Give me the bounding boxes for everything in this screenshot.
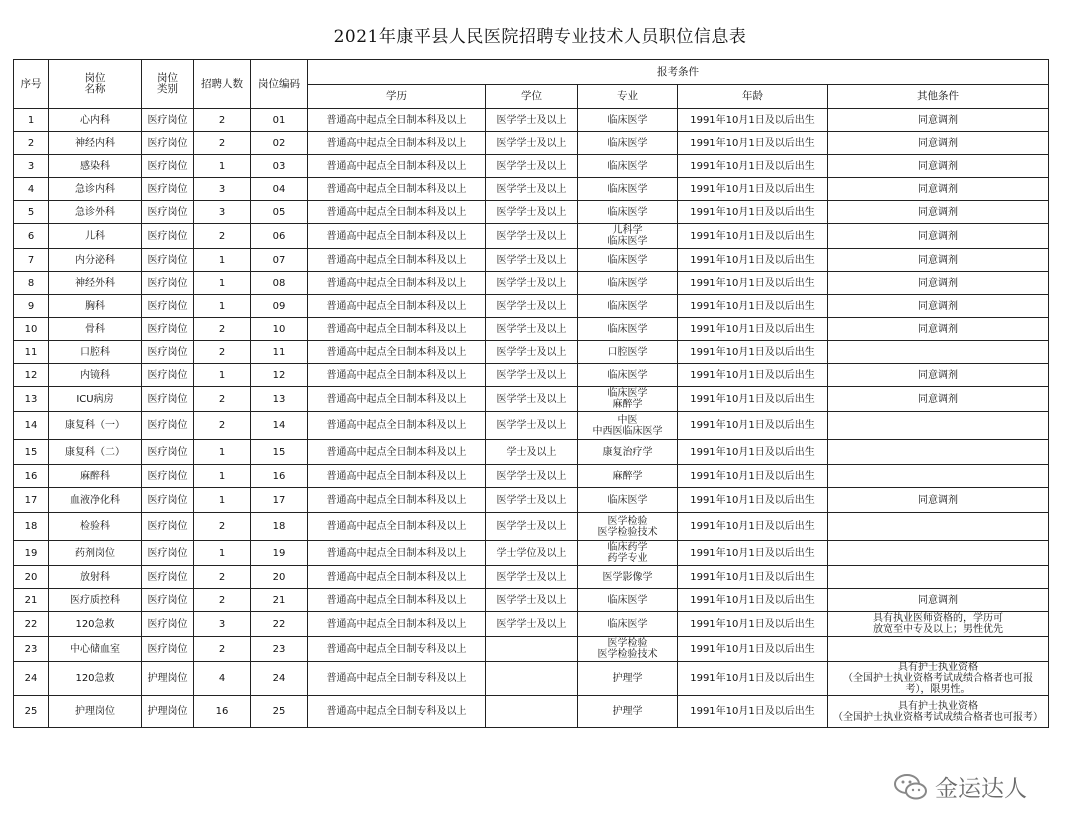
cell-major: 护理学 <box>578 696 678 728</box>
table-row <box>14 513 1049 541</box>
cell-post-type: 医疗岗位 <box>142 465 194 488</box>
cell-post-name: 康复科（二） <box>49 440 142 465</box>
cell-major: 临床医学 <box>578 201 678 224</box>
cell-other <box>828 513 1049 541</box>
cell-age: 1991年10月1日及以后出生 <box>678 155 828 178</box>
cell-post-type: 医疗岗位 <box>142 224 194 249</box>
cell-count: 4 <box>194 662 251 696</box>
cell-code: 14 <box>251 412 308 440</box>
cell-major: 临床医学 麻醉学 <box>578 387 678 412</box>
cell-major: 医学影像学 <box>578 566 678 589</box>
cell-major: 临床医学 <box>578 155 678 178</box>
cell-degree: 医学学士及以上 <box>486 612 578 637</box>
cell-post-type: 医疗岗位 <box>142 318 194 341</box>
header-conditions: 报考条件 <box>308 60 1049 85</box>
table-row <box>14 364 1049 387</box>
cell-post-type: 医疗岗位 <box>142 132 194 155</box>
cell-age: 1991年10月1日及以后出生 <box>678 387 828 412</box>
cell-count: 1 <box>194 465 251 488</box>
cell-degree: 医学学士及以上 <box>486 341 578 364</box>
cell-other <box>828 412 1049 440</box>
cell-post-type: 医疗岗位 <box>142 341 194 364</box>
cell-code: 13 <box>251 387 308 412</box>
cell-degree: 医学学士及以上 <box>486 224 578 249</box>
cell-code: 10 <box>251 318 308 341</box>
cell-education: 普通高中起点全日制本科及以上 <box>308 440 486 465</box>
cell-degree: 医学学士及以上 <box>486 412 578 440</box>
table-row <box>14 589 1049 612</box>
cell-post-name: 医疗质控科 <box>49 589 142 612</box>
cell-count: 3 <box>194 201 251 224</box>
cell-education: 普通高中起点全日制本科及以上 <box>308 589 486 612</box>
cell-post-name: 神经外科 <box>49 272 142 295</box>
cell-post-type: 医疗岗位 <box>142 612 194 637</box>
table-row <box>14 387 1049 412</box>
cell-education: 普通高中起点全日制本科及以上 <box>308 566 486 589</box>
cell-code: 23 <box>251 637 308 662</box>
cell-seq: 16 <box>14 465 49 488</box>
cell-post-name: 康复科（一） <box>49 412 142 440</box>
cell-degree: 医学学士及以上 <box>486 272 578 295</box>
cell-post-type: 护理岗位 <box>142 662 194 696</box>
cell-post-type: 医疗岗位 <box>142 249 194 272</box>
cell-degree: 医学学士及以上 <box>486 155 578 178</box>
cell-post-name: 血液净化科 <box>49 488 142 513</box>
cell-post-name: 内镜科 <box>49 364 142 387</box>
cell-other <box>828 637 1049 662</box>
cell-code: 19 <box>251 541 308 566</box>
cell-count: 2 <box>194 132 251 155</box>
cell-post-name: 药剂岗位 <box>49 541 142 566</box>
cell-other: 同意调剂 <box>828 295 1049 318</box>
cell-age: 1991年10月1日及以后出生 <box>678 589 828 612</box>
cell-post-type: 医疗岗位 <box>142 109 194 132</box>
cell-seq: 8 <box>14 272 49 295</box>
watermark <box>893 770 1027 803</box>
cell-count: 1 <box>194 541 251 566</box>
header-education: 学历 <box>308 85 486 109</box>
cell-age: 1991年10月1日及以后出生 <box>678 696 828 728</box>
cell-degree <box>486 696 578 728</box>
cell-count: 2 <box>194 387 251 412</box>
table-body <box>14 109 1049 728</box>
cell-age: 1991年10月1日及以后出生 <box>678 440 828 465</box>
header-post-type: 岗位 类别 <box>142 60 194 109</box>
cell-major: 临床医学 <box>578 488 678 513</box>
table-row <box>14 341 1049 364</box>
table-row <box>14 412 1049 440</box>
cell-other: 同意调剂 <box>828 364 1049 387</box>
cell-seq: 20 <box>14 566 49 589</box>
cell-degree: 医学学士及以上 <box>486 364 578 387</box>
cell-degree: 医学学士及以上 <box>486 513 578 541</box>
cell-education: 普通高中起点全日制专科及以上 <box>308 696 486 728</box>
cell-degree: 医学学士及以上 <box>486 318 578 341</box>
table-row <box>14 465 1049 488</box>
cell-post-name: 120急救 <box>49 662 142 696</box>
cell-other: 具有执业医师资格的，学历可 放宽至中专及以上；男性优先 <box>828 612 1049 637</box>
cell-major: 临床医学 <box>578 364 678 387</box>
cell-count: 1 <box>194 440 251 465</box>
cell-code: 02 <box>251 132 308 155</box>
cell-education: 普通高中起点全日制本科及以上 <box>308 178 486 201</box>
cell-seq: 14 <box>14 412 49 440</box>
cell-other: 同意调剂 <box>828 178 1049 201</box>
cell-count: 1 <box>194 249 251 272</box>
table-row <box>14 249 1049 272</box>
cell-age: 1991年10月1日及以后出生 <box>678 224 828 249</box>
cell-major: 临床医学 <box>578 318 678 341</box>
cell-count: 1 <box>194 364 251 387</box>
cell-post-type: 医疗岗位 <box>142 541 194 566</box>
cell-major: 临床医学 <box>578 249 678 272</box>
cell-seq: 19 <box>14 541 49 566</box>
cell-age: 1991年10月1日及以后出生 <box>678 541 828 566</box>
cell-seq: 3 <box>14 155 49 178</box>
cell-other: 同意调剂 <box>828 201 1049 224</box>
header-other: 其他条件 <box>828 85 1049 109</box>
cell-other: 同意调剂 <box>828 318 1049 341</box>
cell-major: 康复治疗学 <box>578 440 678 465</box>
cell-seq: 25 <box>14 696 49 728</box>
cell-code: 17 <box>251 488 308 513</box>
cell-count: 1 <box>194 155 251 178</box>
cell-post-type: 医疗岗位 <box>142 272 194 295</box>
cell-other <box>828 566 1049 589</box>
table-row <box>14 541 1049 566</box>
cell-code: 25 <box>251 696 308 728</box>
cell-seq: 1 <box>14 109 49 132</box>
cell-code: 09 <box>251 295 308 318</box>
cell-post-type: 医疗岗位 <box>142 440 194 465</box>
cell-count: 2 <box>194 109 251 132</box>
cell-age: 1991年10月1日及以后出生 <box>678 412 828 440</box>
cell-post-type: 医疗岗位 <box>142 412 194 440</box>
cell-education: 普通高中起点全日制本科及以上 <box>308 541 486 566</box>
cell-code: 16 <box>251 465 308 488</box>
cell-education: 普通高中起点全日制本科及以上 <box>308 465 486 488</box>
cell-seq: 24 <box>14 662 49 696</box>
cell-post-type: 护理岗位 <box>142 696 194 728</box>
wechat-bubble-icon <box>893 772 929 802</box>
header-major: 专业 <box>578 85 678 109</box>
cell-post-name: 麻醉科 <box>49 465 142 488</box>
cell-code: 21 <box>251 589 308 612</box>
table-row <box>14 637 1049 662</box>
cell-code: 11 <box>251 341 308 364</box>
table-row <box>14 318 1049 341</box>
cell-seq: 9 <box>14 295 49 318</box>
cell-age: 1991年10月1日及以后出生 <box>678 272 828 295</box>
cell-degree: 学士及以上 <box>486 440 578 465</box>
cell-major: 儿科学 临床医学 <box>578 224 678 249</box>
cell-degree <box>486 662 578 696</box>
cell-post-type: 医疗岗位 <box>142 637 194 662</box>
cell-major: 临床医学 <box>578 589 678 612</box>
cell-education: 普通高中起点全日制本科及以上 <box>308 224 486 249</box>
cell-code: 03 <box>251 155 308 178</box>
cell-age: 1991年10月1日及以后出生 <box>678 566 828 589</box>
table-row <box>14 696 1049 728</box>
cell-post-name: 胸科 <box>49 295 142 318</box>
cell-post-type: 医疗岗位 <box>142 488 194 513</box>
cell-post-name: ICU病房 <box>49 387 142 412</box>
cell-degree: 医学学士及以上 <box>486 589 578 612</box>
cell-education: 普通高中起点全日制本科及以上 <box>308 612 486 637</box>
cell-other: 同意调剂 <box>828 589 1049 612</box>
table-row <box>14 132 1049 155</box>
cell-code: 12 <box>251 364 308 387</box>
cell-count: 3 <box>194 178 251 201</box>
cell-seq: 18 <box>14 513 49 541</box>
cell-seq: 10 <box>14 318 49 341</box>
cell-count: 1 <box>194 295 251 318</box>
cell-education: 普通高中起点全日制本科及以上 <box>308 513 486 541</box>
cell-other <box>828 541 1049 566</box>
cell-major: 临床医学 <box>578 272 678 295</box>
cell-code: 08 <box>251 272 308 295</box>
cell-count: 2 <box>194 637 251 662</box>
header-count: 招聘人数 <box>194 60 251 109</box>
cell-age: 1991年10月1日及以后出生 <box>678 513 828 541</box>
table-row <box>14 272 1049 295</box>
cell-count: 2 <box>194 589 251 612</box>
cell-age: 1991年10月1日及以后出生 <box>678 637 828 662</box>
cell-education: 普通高中起点全日制本科及以上 <box>308 387 486 412</box>
page-title: 2021年康平县人民医院招聘专业技术人员职位信息表 <box>333 27 747 47</box>
cell-seq: 7 <box>14 249 49 272</box>
cell-post-name: 神经内科 <box>49 132 142 155</box>
cell-code: 06 <box>251 224 308 249</box>
positions-table <box>13 59 1049 728</box>
cell-major: 临床医学 <box>578 178 678 201</box>
cell-code: 15 <box>251 440 308 465</box>
cell-seq: 6 <box>14 224 49 249</box>
cell-education: 普通高中起点全日制本科及以上 <box>308 364 486 387</box>
cell-degree: 医学学士及以上 <box>486 178 578 201</box>
cell-other <box>828 465 1049 488</box>
cell-post-name: 急诊外科 <box>49 201 142 224</box>
cell-count: 1 <box>194 488 251 513</box>
cell-degree: 医学学士及以上 <box>486 488 578 513</box>
cell-other: 具有护士执业资格 （全国护士执业资格考试成绩合格者也可报 考），限男性。 <box>828 662 1049 696</box>
cell-count: 2 <box>194 513 251 541</box>
table-row <box>14 224 1049 249</box>
cell-count: 2 <box>194 224 251 249</box>
cell-major: 中医 中西医临床医学 <box>578 412 678 440</box>
cell-post-type: 医疗岗位 <box>142 155 194 178</box>
watermark-text: 金运达人 <box>935 776 1027 802</box>
cell-major: 临床医学 <box>578 295 678 318</box>
cell-education: 普通高中起点全日制专科及以上 <box>308 637 486 662</box>
cell-seq: 13 <box>14 387 49 412</box>
cell-degree: 学士学位及以上 <box>486 541 578 566</box>
table-row <box>14 155 1049 178</box>
cell-education: 普通高中起点全日制本科及以上 <box>308 109 486 132</box>
cell-degree: 医学学士及以上 <box>486 387 578 412</box>
cell-age: 1991年10月1日及以后出生 <box>678 612 828 637</box>
cell-major: 麻醉学 <box>578 465 678 488</box>
cell-age: 1991年10月1日及以后出生 <box>678 295 828 318</box>
cell-post-type: 医疗岗位 <box>142 295 194 318</box>
cell-seq: 21 <box>14 589 49 612</box>
cell-post-type: 医疗岗位 <box>142 566 194 589</box>
cell-seq: 2 <box>14 132 49 155</box>
cell-education: 普通高中起点全日制本科及以上 <box>308 132 486 155</box>
table-row <box>14 612 1049 637</box>
cell-count: 1 <box>194 272 251 295</box>
cell-age: 1991年10月1日及以后出生 <box>678 341 828 364</box>
cell-post-name: 心内科 <box>49 109 142 132</box>
cell-other: 同意调剂 <box>828 132 1049 155</box>
cell-education: 普通高中起点全日制本科及以上 <box>308 412 486 440</box>
cell-education: 普通高中起点全日制本科及以上 <box>308 341 486 364</box>
cell-other <box>828 341 1049 364</box>
cell-code: 24 <box>251 662 308 696</box>
cell-other: 同意调剂 <box>828 387 1049 412</box>
cell-seq: 17 <box>14 488 49 513</box>
table-row <box>14 295 1049 318</box>
cell-post-type: 医疗岗位 <box>142 513 194 541</box>
cell-major: 医学检验 医学检验技术 <box>578 637 678 662</box>
cell-education: 普通高中起点全日制本科及以上 <box>308 318 486 341</box>
cell-post-type: 医疗岗位 <box>142 201 194 224</box>
cell-post-type: 医疗岗位 <box>142 364 194 387</box>
cell-other: 同意调剂 <box>828 224 1049 249</box>
cell-other: 同意调剂 <box>828 272 1049 295</box>
table-row <box>14 566 1049 589</box>
cell-other: 同意调剂 <box>828 109 1049 132</box>
cell-degree: 医学学士及以上 <box>486 566 578 589</box>
header-post-name: 岗位 名称 <box>49 60 142 109</box>
cell-age: 1991年10月1日及以后出生 <box>678 318 828 341</box>
cell-code: 22 <box>251 612 308 637</box>
cell-age: 1991年10月1日及以后出生 <box>678 109 828 132</box>
cell-code: 07 <box>251 249 308 272</box>
cell-age: 1991年10月1日及以后出生 <box>678 178 828 201</box>
cell-code: 05 <box>251 201 308 224</box>
table-row <box>14 488 1049 513</box>
cell-degree: 医学学士及以上 <box>486 295 578 318</box>
cell-post-name: 120急救 <box>49 612 142 637</box>
table-row <box>14 662 1049 696</box>
cell-education: 普通高中起点全日制本科及以上 <box>308 488 486 513</box>
cell-seq: 22 <box>14 612 49 637</box>
cell-post-name: 检验科 <box>49 513 142 541</box>
cell-degree <box>486 637 578 662</box>
cell-post-name: 骨科 <box>49 318 142 341</box>
cell-post-name: 儿科 <box>49 224 142 249</box>
cell-seq: 23 <box>14 637 49 662</box>
cell-post-name: 急诊内科 <box>49 178 142 201</box>
table-row <box>14 178 1049 201</box>
cell-seq: 12 <box>14 364 49 387</box>
cell-seq: 15 <box>14 440 49 465</box>
cell-major: 医学检验 医学检验技术 <box>578 513 678 541</box>
cell-seq: 4 <box>14 178 49 201</box>
cell-age: 1991年10月1日及以后出生 <box>678 249 828 272</box>
cell-other: 同意调剂 <box>828 155 1049 178</box>
cell-code: 04 <box>251 178 308 201</box>
cell-other: 同意调剂 <box>828 488 1049 513</box>
header-seq: 序号 <box>14 60 49 109</box>
cell-major: 临床医学 <box>578 109 678 132</box>
table-row <box>14 201 1049 224</box>
cell-post-type: 医疗岗位 <box>142 589 194 612</box>
cell-age: 1991年10月1日及以后出生 <box>678 201 828 224</box>
cell-other <box>828 440 1049 465</box>
cell-count: 2 <box>194 318 251 341</box>
cell-count: 2 <box>194 566 251 589</box>
cell-education: 普通高中起点全日制本科及以上 <box>308 249 486 272</box>
cell-code: 01 <box>251 109 308 132</box>
cell-education: 普通高中起点全日制专科及以上 <box>308 662 486 696</box>
header-degree: 学位 <box>486 85 578 109</box>
cell-major: 口腔医学 <box>578 341 678 364</box>
cell-post-name: 口腔科 <box>49 341 142 364</box>
cell-post-type: 医疗岗位 <box>142 387 194 412</box>
cell-count: 16 <box>194 696 251 728</box>
cell-major: 护理学 <box>578 662 678 696</box>
cell-degree: 医学学士及以上 <box>486 201 578 224</box>
cell-education: 普通高中起点全日制本科及以上 <box>308 295 486 318</box>
cell-age: 1991年10月1日及以后出生 <box>678 465 828 488</box>
cell-count: 2 <box>194 412 251 440</box>
cell-major: 临床医学 <box>578 132 678 155</box>
cell-seq: 11 <box>14 341 49 364</box>
cell-education: 普通高中起点全日制本科及以上 <box>308 201 486 224</box>
cell-major: 临床药学 药学专业 <box>578 541 678 566</box>
cell-other: 具有护士执业资格 （全国护士执业资格考试成绩合格者也可报考） <box>828 696 1049 728</box>
cell-age: 1991年10月1日及以后出生 <box>678 364 828 387</box>
cell-other: 同意调剂 <box>828 249 1049 272</box>
cell-seq: 5 <box>14 201 49 224</box>
table-row <box>14 440 1049 465</box>
cell-degree: 医学学士及以上 <box>486 465 578 488</box>
cell-post-name: 护理岗位 <box>49 696 142 728</box>
cell-count: 2 <box>194 341 251 364</box>
header-age: 年龄 <box>678 85 828 109</box>
cell-post-name: 感染科 <box>49 155 142 178</box>
header-code: 岗位编码 <box>251 60 308 109</box>
cell-age: 1991年10月1日及以后出生 <box>678 662 828 696</box>
cell-code: 18 <box>251 513 308 541</box>
cell-degree: 医学学士及以上 <box>486 132 578 155</box>
cell-major: 临床医学 <box>578 612 678 637</box>
cell-post-type: 医疗岗位 <box>142 178 194 201</box>
cell-education: 普通高中起点全日制本科及以上 <box>308 155 486 178</box>
cell-post-name: 内分泌科 <box>49 249 142 272</box>
cell-age: 1991年10月1日及以后出生 <box>678 488 828 513</box>
cell-post-name: 放射科 <box>49 566 142 589</box>
cell-code: 20 <box>251 566 308 589</box>
cell-degree: 医学学士及以上 <box>486 249 578 272</box>
cell-age: 1991年10月1日及以后出生 <box>678 132 828 155</box>
cell-education: 普通高中起点全日制本科及以上 <box>308 272 486 295</box>
cell-degree: 医学学士及以上 <box>486 109 578 132</box>
cell-count: 3 <box>194 612 251 637</box>
cell-post-name: 中心储血室 <box>49 637 142 662</box>
table-row <box>14 109 1049 132</box>
